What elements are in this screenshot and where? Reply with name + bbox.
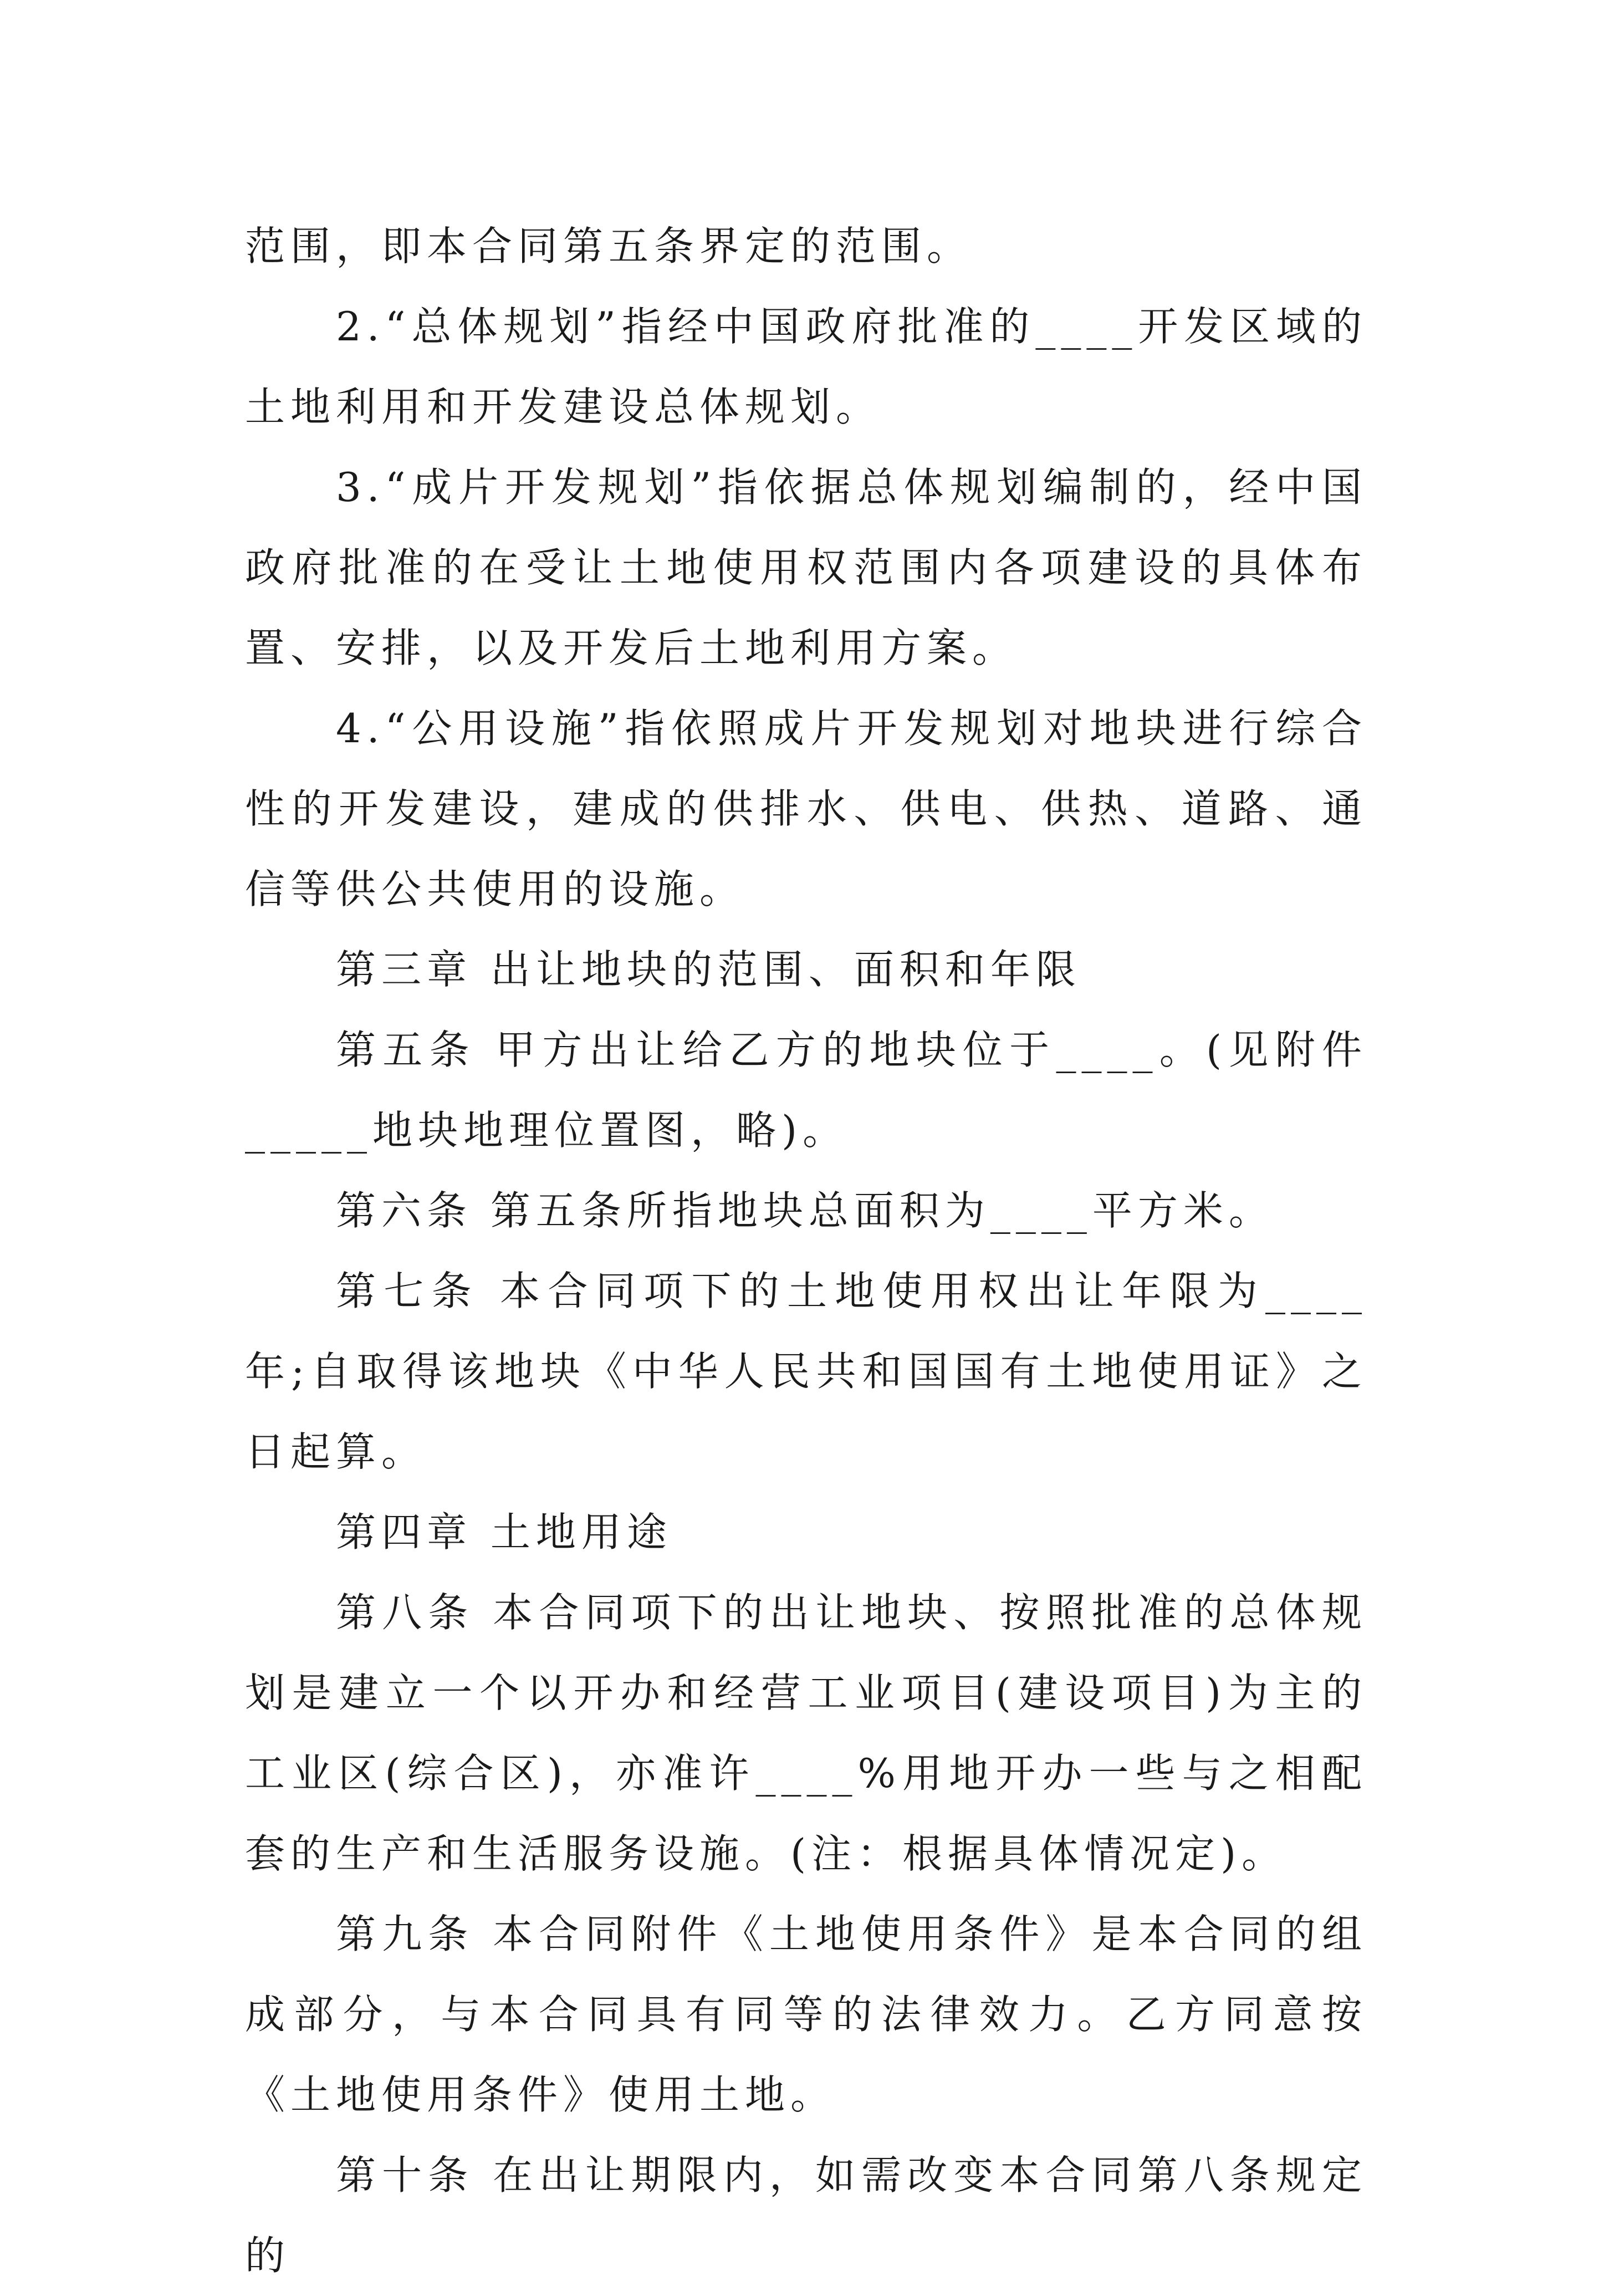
paragraph-definition-4: 4.“公用设施”指依照成片开发规划对地块进行综合性的开发建设，建成的供排水、供电、供热、道路、通信等供公共使用的设施。 bbox=[245, 705, 1367, 912]
chapter-4-heading: 第四章 土地用途 bbox=[336, 1509, 672, 1555]
document-body bbox=[245, 206, 1367, 2296]
paragraph-definition-2: 2.“总体规划”指经中国政府批准的____开发区域的土地利用和开发建设总体规划。 bbox=[245, 303, 1367, 430]
chapter-3-heading: 第三章 出让地块的范围、面积和年限 bbox=[336, 946, 1081, 993]
article-6: 第六条 第五条所指地块总面积为____平方米。 bbox=[336, 1187, 1274, 1234]
article-10: 第十条 在出让期限内，如需改变本合同第八条规定的 bbox=[245, 2152, 1367, 2279]
article-9: 第九条 本合同附件《土地使用条件》是本合同的组成部分，与本合同具有同等的法律效力。乙方同意按《土地使用条件》使用土地。 bbox=[245, 1911, 1367, 2118]
article-7: 第七条 本合同项下的土地使用权出让年限为____年;自取得该地块《中华人民共和国国有土地使用证》之日起算。 bbox=[245, 1268, 1367, 1475]
article-5: 第五条 甲方出让给乙方的地块位于____。(见附件_____地块地理位置图，略)。 bbox=[245, 1027, 1367, 1154]
paragraph-definition-3: 3.“成片开发规划”指依据总体规划编制的，经中国政府批准的在受让土地使用权范围内各项建设的具体布置、安排，以及开发后土地利用方案。 bbox=[245, 464, 1367, 671]
paragraph-continuation: 范围，即本合同第五条界定的范围。 bbox=[245, 223, 973, 269]
article-8: 第八条 本合同项下的出让地块、按照批准的总体规划是建立一个以开办和经营工业项目(建设项目)为主的工业区(综合区)，亦准许____%用地开办一些与之相配套的生产和生活服务设施。(注：根据具体情况定)。 bbox=[245, 1589, 1367, 1877]
